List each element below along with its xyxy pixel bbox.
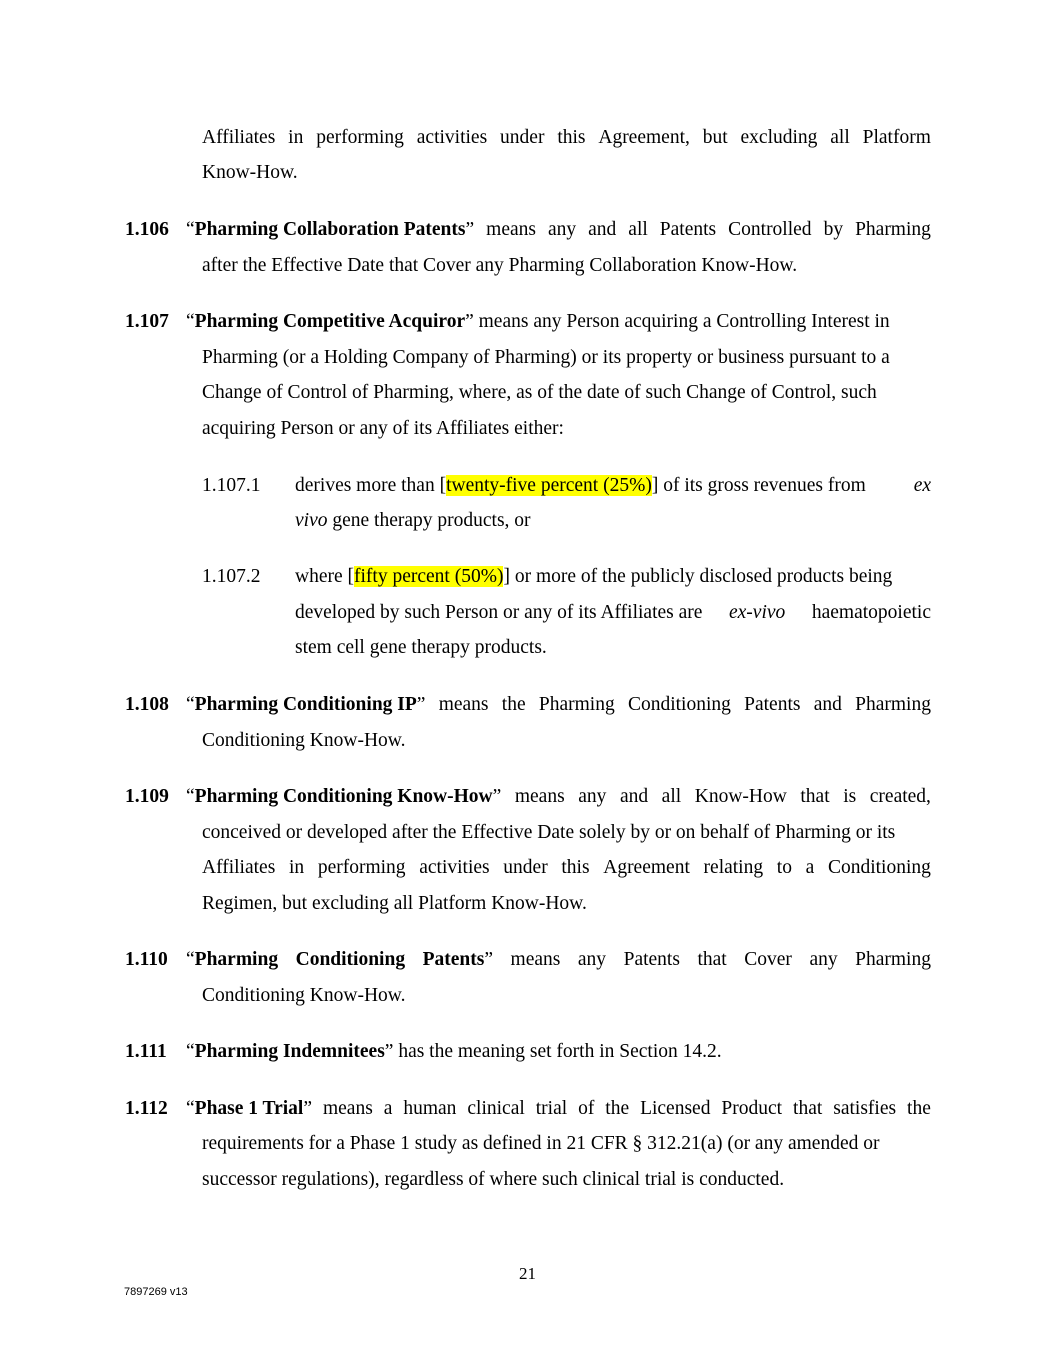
page-number: 21: [519, 1264, 536, 1283]
section-1-111-line-1: “Pharming Indemnitees” has the meaning set forth in Section 14.2.: [186, 1041, 722, 1062]
defined-term: Pharming Conditioning Know-How: [194, 786, 493, 807]
defined-term: Pharming: [194, 949, 279, 970]
top-line-2: Know-How.: [202, 162, 298, 183]
section-1-106-line-1: “Pharming Collaboration Patents” means any and all Patents Controlled by Pharming: [186, 219, 931, 240]
section-1-109-line-1: “Pharming Conditioning Know-How” means any and all Know-How that is created,: [186, 786, 931, 807]
section-1-109-line-4: Regimen, but excluding all Platform Know-How.: [202, 893, 587, 914]
section-1-106-line-2: after the Effective Date that Cover any Pharming Collaboration Know-How.: [202, 255, 798, 276]
section-1-110-line-1: “Pharming Conditioning Patents” means any Patents that Cover any Pharming: [186, 949, 931, 970]
subsection-number-1-107-2: 1.107.2: [202, 566, 261, 587]
subsection-1-107-2-line-3: stem cell gene therapy products.: [295, 637, 547, 658]
section-1-109-line-3: Affiliates in performing activities under this Agreement relating to a Conditioning: [202, 857, 931, 878]
section-number-1-108: 1.108: [125, 694, 169, 715]
section-number-1-106: 1.106: [125, 219, 169, 240]
subsection-1-107-2-line-1: where [fifty percent (50%)] or more of the publicly disclosed products being: [295, 566, 893, 587]
defined-term: Pharming Conditioning IP: [194, 694, 417, 715]
section-1-112-line-1: “Phase 1 Trial” means a human clinical trial of the Licensed Product that satisfies the: [186, 1098, 931, 1119]
section-1-112-line-2: requirements for a Phase 1 study as defined in 21 CFR § 312.21(a) (or any amended or: [202, 1133, 880, 1154]
section-number-1-109: 1.109: [125, 786, 169, 807]
defined-term: Phase 1 Trial: [194, 1098, 304, 1119]
highlight: twenty-five percent (25%): [446, 475, 652, 496]
section-number-1-112: 1.112: [125, 1098, 168, 1119]
subsection-1-107-2-line-2: developed by such Person or any of its Affiliates are ex-vivo haematopoietic: [295, 602, 931, 623]
section-number-1-110: 1.110: [125, 949, 168, 970]
section-number-1-111: 1.111: [125, 1041, 167, 1062]
top-line-1: Affiliates in performing activities under this Agreement, but excluding all Platform: [202, 127, 931, 148]
highlight: fifty percent (50%): [354, 566, 504, 587]
section-1-107-line-3: Change of Control of Pharming, where, as of the date of such Change of Control, such: [202, 382, 877, 403]
document-id: 7897269 v13: [124, 1286, 188, 1298]
section-1-112-line-3: successor regulations), regardless of where such clinical trial is conducted.: [202, 1169, 785, 1190]
section-1-108-line-2: Conditioning Know-How.: [202, 730, 406, 751]
section-1-109-line-2: conceived or developed after the Effective Date solely by or on behalf of Pharming or its: [202, 822, 896, 843]
section-1-110-line-2: Conditioning Know-How.: [202, 985, 406, 1006]
subsection-1-107-1-line-2: vivo gene therapy products, or: [295, 510, 531, 531]
subsection-1-107-1-line-1: derives more than [twenty-five percent (25%)] of its gross revenues from ex: [295, 475, 931, 496]
section-1-108-line-1: “Pharming Conditioning IP” means the Pharming Conditioning Patents and Pharming: [186, 694, 931, 715]
subsection-number-1-107-1: 1.107.1: [202, 475, 261, 496]
defined-term: Pharming Competitive Acquiror: [194, 311, 466, 332]
section-1-107-line-2: Pharming (or a Holding Company of Pharming) or its property or business pursuant to a: [202, 347, 890, 368]
section-1-107-line-1: “Pharming Competitive Acquiror” means any Person acquiring a Controlling Interest in: [186, 311, 890, 332]
defined-term: Pharming Indemnitees: [194, 1041, 385, 1062]
section-1-107-line-4: acquiring Person or any of its Affiliates either:: [202, 418, 564, 439]
section-number-1-107: 1.107: [125, 311, 169, 332]
defined-term: Pharming Collaboration Patents: [194, 219, 466, 240]
